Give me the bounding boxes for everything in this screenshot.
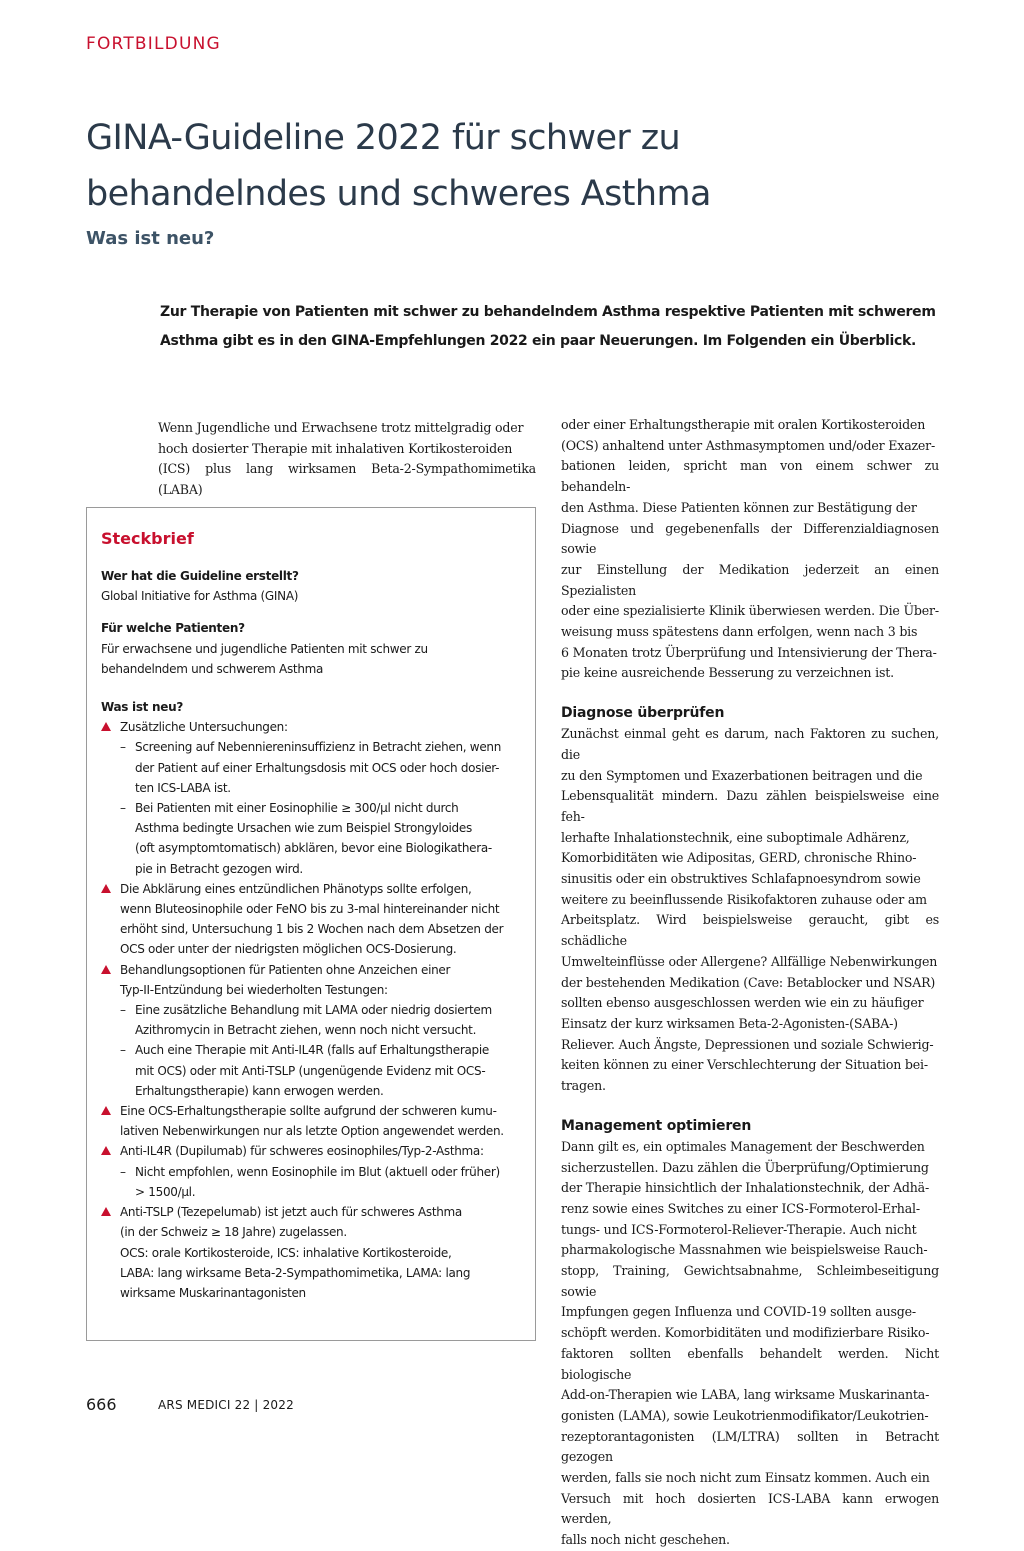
abbreviations-line: OCS: orale Kortikosteroide, ICS: inhalative Kortikosteroide, xyxy=(120,1245,452,1260)
text-line: den Asthma. Diese Patienten können zur Bestätigung der xyxy=(561,499,917,515)
text-line: Lebensqualität mindern. Dazu zählen beispielsweise eine feh- xyxy=(561,788,939,824)
section-heading-management: Management optimieren xyxy=(561,1117,752,1134)
bullet-text: erhöht sind, Untersuchung 1 bis 2 Wochen nach dem Absetzen der xyxy=(120,922,504,937)
text-line: Reliever. Auch Ängste, Depressionen und soziale Schwierig- xyxy=(561,1036,934,1052)
bullet-text: Typ-II-Entzündung bei wiederholten Testungen: xyxy=(120,982,388,997)
text-line: tragen. xyxy=(561,1078,606,1094)
sub-item xyxy=(101,1000,519,1040)
bullet-item xyxy=(101,1202,519,1303)
text-line: Einsatz der kurz wirksamen Beta-2-Agonisten-(SABA-) xyxy=(561,1015,898,1031)
text-line: Komorbiditäten wie Adipositas, GERD, chronische Rhino- xyxy=(561,850,917,866)
intro-paragraph-right xyxy=(561,415,939,684)
text-line: Impfungen gegen Influenza und COVID-19 sollten ausge- xyxy=(561,1304,916,1320)
bullet-item xyxy=(101,879,519,960)
sub-text: Bei Patienten mit einer Eosinophilie ≥ 300/µl nicht durch xyxy=(135,801,459,816)
text-line: Umwelteinflüsse oder Allergene? Allfällige Nebenwirkungen xyxy=(561,953,938,969)
text-line: Dann gilt es, ein optimales Management der Beschwerden xyxy=(561,1138,925,1154)
sub-text: Screening auf Nebenniereninsuffizienz in Betracht ziehen, wenn xyxy=(135,740,502,755)
steckbrief-box xyxy=(86,507,536,1341)
dash-icon: – xyxy=(120,1164,126,1179)
sub-text: Eine zusätzliche Behandlung mit LAMA oder niedrig dosiertem xyxy=(135,1003,492,1018)
dash-icon: – xyxy=(120,1043,126,1058)
sub-text: pie in Betracht gezogen wird. xyxy=(135,861,303,876)
text-line: 6 Monaten trotz Überprüfung und Intensivierung der Thera- xyxy=(561,644,937,660)
steckbrief-title: Steckbrief xyxy=(101,529,194,548)
text-line: faktoren sollten ebenfalls behandelt werden. Nicht biologische xyxy=(561,1345,939,1382)
paragraph-management xyxy=(561,1137,939,1551)
text-line: bationen leiden, spricht man von einem schwer zu behandeln- xyxy=(561,458,939,495)
text-line: stopp, Training, Gewichtsabnahme, Schleimbeseitigung sowie xyxy=(561,1263,939,1299)
bullet-item xyxy=(101,1141,519,1161)
question-new: Was ist neu? xyxy=(101,700,183,715)
text-line: Arbeitsplatz. Wird beispielsweise geraucht, gibt es schädliche xyxy=(561,912,939,949)
bullet-text: Die Abklärung eines entzündlichen Phänotyps sollte erfolgen, xyxy=(120,881,472,896)
triangle-bullet-icon xyxy=(101,1106,111,1115)
bullet-text: lativen Nebenwirkungen nur als letzte Option angewendet werden. xyxy=(120,1124,504,1139)
section-heading-diagnose: Diagnose überprüfen xyxy=(561,705,725,722)
text-line: Zunächst einmal geht es darum, nach Faktoren zu suchen, die xyxy=(561,726,939,762)
sub-text: (oft asymptomtomatisch) abklären, bevor eine Biologikathera- xyxy=(135,841,492,856)
bullet-item xyxy=(101,1101,519,1141)
dash-icon: – xyxy=(120,740,126,755)
sub-text: mit OCS) oder mit Anti-TSLP (ungenügende Evidenz mit OCS- xyxy=(135,1063,486,1078)
text-line: Diagnose und gegebenenfalls der Differenzialdiagnosen sowie xyxy=(561,520,939,557)
answer-patients-line: behandelndem und schwerem Asthma xyxy=(101,661,324,676)
section-label: FORTBILDUNG xyxy=(86,34,221,54)
sub-text: Erhaltungstherapie) kann erwogen werden. xyxy=(135,1083,384,1098)
sub-item xyxy=(101,798,519,879)
bullet-text: Anti-TSLP (Tezepelumab) ist jetzt auch für schweres Asthma xyxy=(120,1205,462,1220)
text-line: der bestehenden Medikation (Cave: Betablocker und NSAR) xyxy=(561,974,936,990)
text-line: schöpft werden. Komorbiditäten und modifizierbare Risiko- xyxy=(561,1325,930,1341)
bullet-text: OCS oder unter der niedrigsten möglichen OCS-Dosierung. xyxy=(120,942,457,957)
right-column xyxy=(561,415,939,1551)
bullet-text: Zusätzliche Untersuchungen: xyxy=(120,720,288,735)
bullet-text: Eine OCS-Erhaltungstherapie sollte aufgrund der schweren kumu- xyxy=(120,1104,497,1119)
lead-line-2: Asthma gibt es in den GINA-Empfehlungen 2022 ein paar Neuerungen. Im Folgenden ein Überblick. xyxy=(160,333,917,349)
page-number: 666 xyxy=(86,1395,117,1414)
text-line: zur Einstellung der Medikation jederzeit an einen Spezialisten xyxy=(561,561,939,598)
article-subtitle: Was ist neu? xyxy=(86,228,215,249)
text-line: Versuch mit hoch dosierten ICS-LABA kann erwogen werden, xyxy=(561,1490,939,1527)
text-line: sinusitis oder ein obstruktives Schlafapnoesyndrom sowie xyxy=(561,871,921,887)
text-line: lerhafte Inhalationstechnik, eine suboptimale Adhärenz, xyxy=(561,829,910,845)
text-line: sollten ebenso ausgeschlossen werden wie ein zu häufiger xyxy=(561,995,924,1011)
intro-paragraph-left xyxy=(158,418,536,501)
sub-text: der Patient auf einer Erhaltungsdosis mit OCS oder hoch dosier- xyxy=(135,760,500,775)
sub-text: > 1500/µl. xyxy=(135,1184,196,1199)
text-line: Wenn Jugendliche und Erwachsene trotz mittelgradig oder xyxy=(158,420,524,435)
text-line: (ICS) plus lang wirksamen Beta-2-Sympathomimetika (LABA) xyxy=(158,461,536,498)
text-line: oder eine spezialisierte Klinik überwiesen werden. Die Über- xyxy=(561,603,939,619)
sub-item xyxy=(101,1040,519,1101)
text-line: gonisten (LAMA), sowie Leukotrienmodifikator/Leukotrien- xyxy=(561,1407,929,1423)
dash-icon: – xyxy=(120,1003,126,1018)
article-title xyxy=(86,110,946,222)
bullet-text: Behandlungsoptionen für Patienten ohne Anzeichen einer xyxy=(120,962,451,977)
abbreviations-line: LABA: lang wirksame Beta-2-Sympathomimetika, LAMA: lang xyxy=(120,1265,471,1280)
answer-patients-line: Für erwachsene und jugendliche Patienten mit schwer zu xyxy=(101,641,428,656)
text-line: falls noch nicht geschehen. xyxy=(561,1532,730,1548)
dash-icon: – xyxy=(120,801,126,816)
text-line: keiten können zu einer Verschlechterung der Situation bei- xyxy=(561,1057,928,1073)
bullet-item xyxy=(101,960,519,1000)
text-line: Add-on-Therapien wie LABA, lang wirksame Muskarinanta- xyxy=(561,1387,930,1403)
lead-paragraph xyxy=(160,298,940,356)
triangle-bullet-icon xyxy=(101,884,111,893)
text-line: renz sowie eines Switches zu einer ICS-Formoterol-Erhal- xyxy=(561,1200,920,1216)
triangle-bullet-icon xyxy=(101,722,111,731)
text-line: pie keine ausreichende Besserung zu verzeichnen ist. xyxy=(561,665,894,681)
bullet-text: (in der Schweiz ≥ 18 Jahre) zugelassen. xyxy=(120,1225,347,1240)
triangle-bullet-icon xyxy=(101,965,111,974)
answer-creator: Global Initiative for Asthma (GINA) xyxy=(101,589,299,604)
question-patients: Für welche Patienten? xyxy=(101,621,245,636)
text-line: zu den Symptomen und Exazerbationen beitragen und die xyxy=(561,767,923,783)
bullet-text: wenn Bluteosinophile oder FeNO bis zu 3-mal hintereinander nicht xyxy=(120,902,500,917)
bullet-text: Anti-IL4R (Dupilumab) für schweres eosinophiles/Typ-2-Asthma: xyxy=(120,1144,484,1159)
text-line: oder einer Erhaltungstherapie mit oralen Kortikosteroiden xyxy=(561,417,926,432)
text-line: weitere zu beeinflussende Risikofaktoren zuhause oder am xyxy=(561,891,927,907)
title-line-2: behandelndes und schweres Asthma xyxy=(86,174,711,214)
sub-text: Nicht empfohlen, wenn Eosinophile im Blut (aktuell oder früher) xyxy=(135,1164,500,1179)
triangle-bullet-icon xyxy=(101,1146,111,1155)
paragraph-diagnose xyxy=(561,724,939,1097)
text-line: sicherzustellen. Dazu zählen die Überprüfung/Optimierung xyxy=(561,1159,929,1175)
text-line: weisung muss spätestens dann erfolgen, wenn nach 3 bis xyxy=(561,624,918,640)
text-line: rezeptorantagonisten (LM/LTRA) sollten in Betracht gezogen xyxy=(561,1428,939,1465)
text-line: pharmakologische Massnahmen wie beispielsweise Rauch- xyxy=(561,1242,928,1258)
bullet-item xyxy=(101,717,519,737)
text-line: tungs- und ICS-Formoterol-Reliever-Therapie. Auch nicht xyxy=(561,1221,917,1237)
text-line: (OCS) anhaltend unter Asthmasymptomen und/oder Exazer- xyxy=(561,437,936,453)
question-creator: Wer hat die Guideline erstellt? xyxy=(101,569,299,583)
lead-line-1: Zur Therapie von Patienten mit schwer zu behandelndem Asthma respektive Patienten mit schwerem xyxy=(160,304,936,320)
sub-text: Asthma bedingte Ursachen wie zum Beispiel Strongyloides xyxy=(135,821,472,836)
text-line: werden, falls sie noch nicht zum Einsatz kommen. Auch ein xyxy=(561,1470,930,1486)
sub-text: Auch eine Therapie mit Anti-IL4R (falls auf Erhaltungstherapie xyxy=(135,1043,489,1058)
text-line: der Therapie hinsichtlich der Inhalationstechnik, der Adhä- xyxy=(561,1180,930,1196)
sub-item xyxy=(101,1162,519,1202)
journal-issue: ARS MEDICI 22 | 2022 xyxy=(158,1398,294,1412)
triangle-bullet-icon xyxy=(101,1207,111,1216)
sub-text: Azithromycin in Betracht ziehen, wenn noch nicht versucht. xyxy=(135,1023,477,1038)
sub-text: ten ICS-LABA ist. xyxy=(135,780,231,795)
abbreviations-line: wirksame Muskarinantagonisten xyxy=(120,1285,306,1300)
text-line: hoch dosierter Therapie mit inhalativen Kortikosteroiden xyxy=(158,440,513,456)
title-line-1: GINA-Guideline 2022 für schwer zu xyxy=(86,118,681,158)
sub-item xyxy=(101,737,519,798)
